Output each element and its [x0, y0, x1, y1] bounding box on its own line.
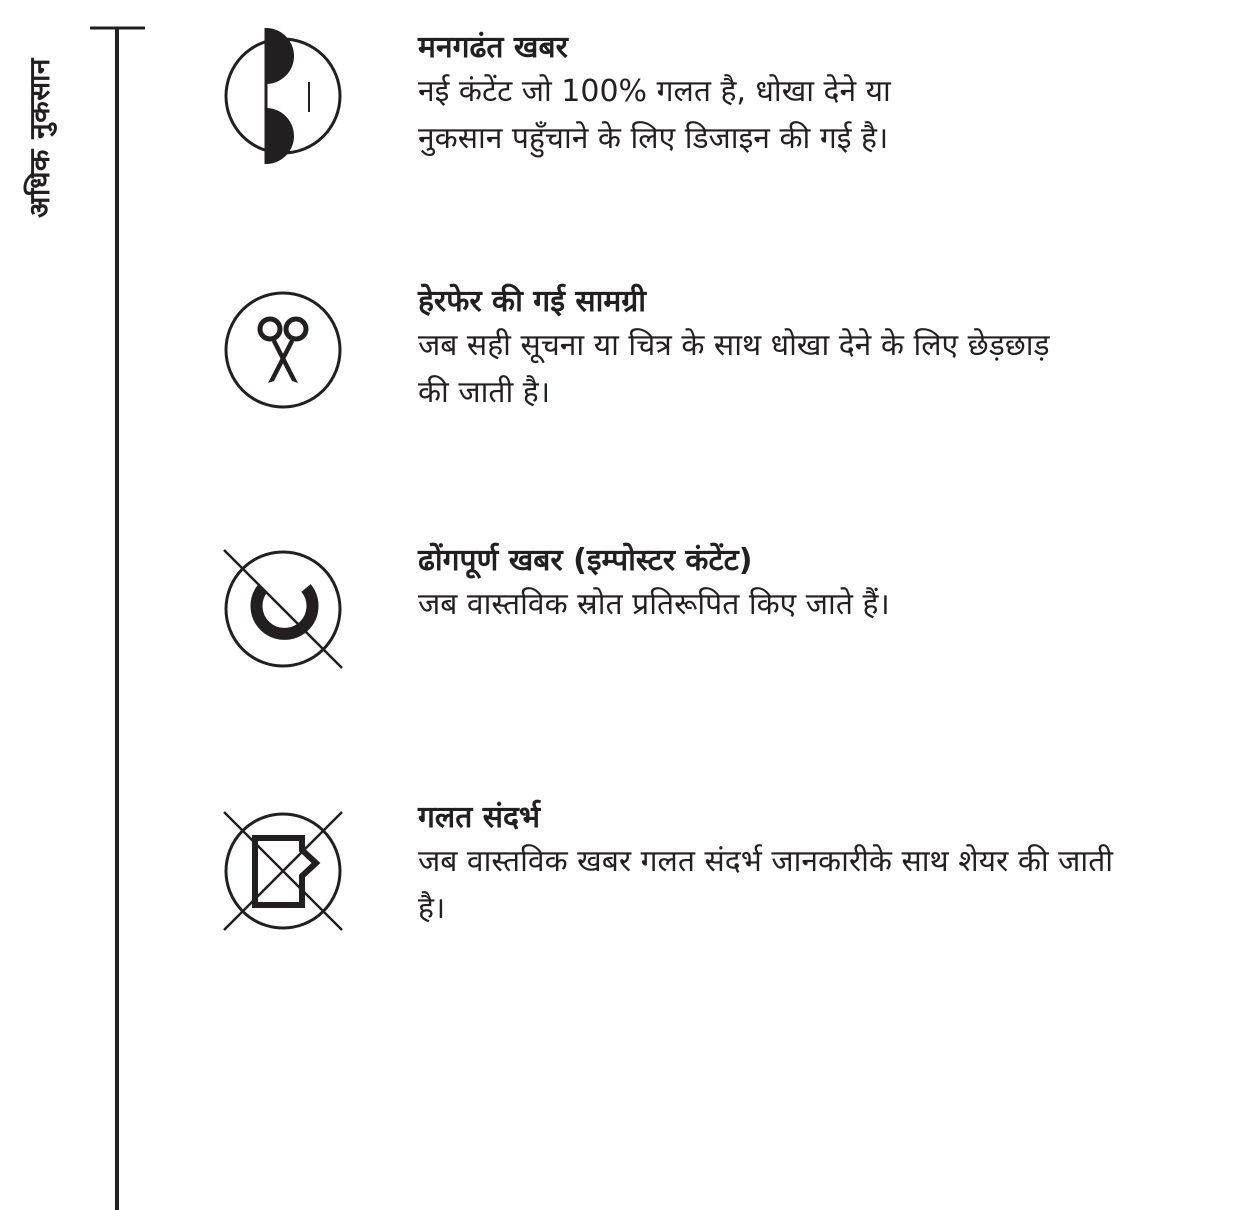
scissors-icon	[222, 289, 344, 411]
crossed-document-icon	[222, 810, 344, 932]
item-description: जब वास्तविक स्रोत प्रतिरूपित किए जाते हैं।	[418, 587, 890, 622]
axis-line	[0, 0, 160, 1210]
item-title: गलत संदर्भ	[418, 800, 541, 835]
crossed-horseshoe-icon	[222, 548, 344, 670]
item-title: ढोंगपूर्ण खबर (इम्पोस्टर कंटेंट)	[418, 543, 753, 578]
item-description: नई कंटेंट जो 100% गलत है, धोखा देने या नुकसान पहुँचाने के लिए डिजाइन की गई है।	[418, 74, 891, 156]
item-description: जब सही सूचना या चित्र के साथ धोखा देने के लिए छेड़छाड़ की जाती है।	[418, 328, 1050, 410]
item-title: मनगढंत खबर	[418, 30, 568, 65]
half-circle-icon	[222, 28, 344, 150]
item-title: हेरफेर की गई सामग्री	[418, 284, 647, 319]
axis-label-text: अधिक नुकसान	[23, 58, 57, 218]
item-description: जब वास्तविक खबर गलत संदर्भ जानकारीके साथ शेयर की जाती है।	[418, 844, 1114, 926]
